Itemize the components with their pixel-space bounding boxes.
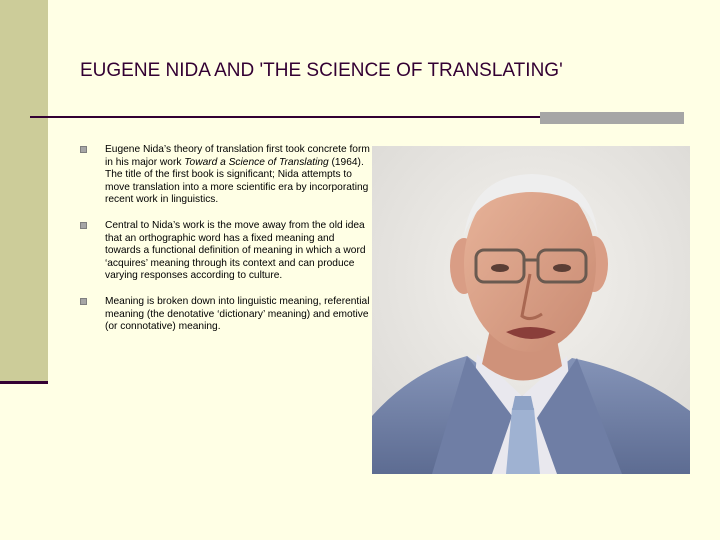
- left-accent-band: [0, 0, 48, 381]
- left-accent-underline: [0, 381, 48, 384]
- bullet-item: [80, 144, 370, 207]
- square-bullet-icon: [80, 222, 87, 229]
- bullet-text: Meaning is broken down into linguistic meaning, referential meaning (the denotative ‘dictionary’ meaning) and emotive (or connotative) meaning.: [105, 295, 370, 333]
- square-bullet-icon: [80, 146, 87, 153]
- bullet-item: [80, 296, 370, 334]
- square-bullet-icon: [80, 298, 87, 305]
- book-title: Toward a Science of Translating: [184, 156, 329, 168]
- bullet-text-continued: (1964). The title of the first book is significant; Nida attempts to move translation into a more scientific era by incorporating recent work in linguistics.: [105, 156, 369, 206]
- bullet-list: [80, 144, 370, 347]
- slide-title: EUGENE NIDA AND 'THE SCIENCE OF TRANSLATING': [80, 60, 563, 81]
- portrait-photo: [372, 146, 690, 474]
- bullet-text: Eugene Nida’s theory of translation first took concrete form in his major work: [105, 144, 370, 168]
- title-divider-accent: [540, 112, 684, 124]
- bullet-item: [80, 220, 370, 283]
- bullet-text: Central to Nida’s work is the move away from the old idea that an orthographic word has a fixed meaning and towards a functional definition of meaning in which a word ‘acquires’ meaning through its context and can produce varying responses according to culture.: [105, 219, 366, 282]
